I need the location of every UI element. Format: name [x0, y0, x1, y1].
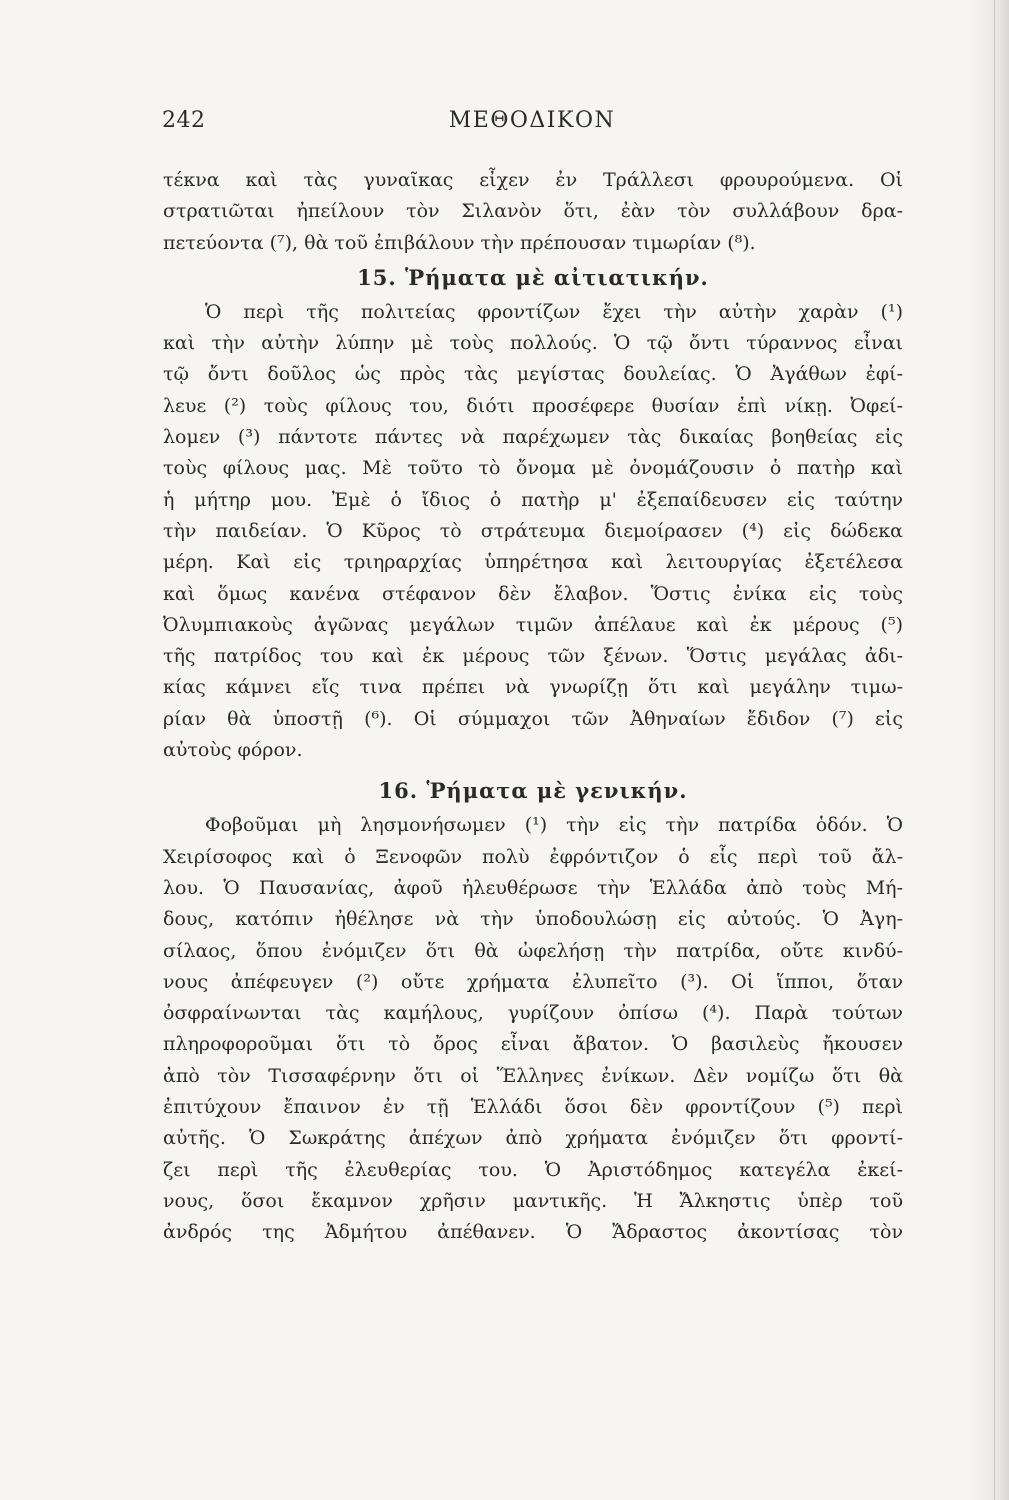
text-line: Ὁ περὶ τῆς πολιτείας φροντίζων ἔχει τὴν αὐτὴν χαρὰν (¹) [205, 300, 903, 323]
text-line: τέκνα καὶ τὰς γυναῖκας εἶχεν ἐν Τράλλεσι φρουρούμενα. Οἱ [163, 169, 903, 191]
text-line: Φοβοῦμαι μὴ λησμονήσωμεν (¹) τὴν εἰς τὴν πατρίδα ὁδόν. Ὁ [205, 814, 903, 837]
text-line: νους ἀπέφευγεν (²) οὔτε χρήματα ἐλυπεῖτο (³). Οἱ ἵπποι, ὅταν [163, 970, 903, 993]
text-line: ἐπιτύχουν ἔπαινον ἐν τῇ Ἑλλάδι ὅσοι δὲν φροντίζουν (⁵) περὶ [163, 1096, 903, 1119]
page-body [163, 165, 903, 1249]
text-line: αὐτοὺς φόρον. [163, 739, 303, 762]
running-title: ΜΕΘΟΔΙΚΟΝ [448, 108, 616, 133]
page-edge-line [994, 0, 995, 1500]
text-line: σίλαος, ὅπου ἐνόμιζεν ὅτι θὰ ὠφελήσῃ τὴν πατρίδα, οὔτε κινδύ- [163, 939, 903, 962]
text-line: στρατιῶται ἠπείλουν τὸν Σιλανὸν ὅτι, ἐὰν τὸν συλλάβουν δρα- [163, 200, 903, 223]
text-line: λομεν (³) πάντοτε πάντες νὰ παρέχωμεν τὰς δικαίας βοηθείας εἰς [163, 426, 903, 449]
text-line: πληροφοροῦμαι ὅτι τὸ ὄρος εἶναι ἄβατον. Ὁ βασιλεὺς ἤκουσεν [163, 1033, 903, 1056]
text-line: ὀσφραίνωνται τὰς καμήλους, γυρίζουν ὀπίσω (⁴). Παρὰ τούτων [163, 1002, 903, 1025]
text-line: τῆς πατρίδος του καὶ ἐκ μέρους τῶν ξένων. Ὅστις μεγάλας ἀδι- [163, 645, 903, 668]
page-number: 242 [162, 108, 206, 133]
text-line: ἀνδρός της Ἀδμήτου ἀπέθανεν. Ὁ Ἄδραστος ἀκοντίσας τὸν [163, 1221, 903, 1244]
section-heading-15: 15. Ῥήματα μὲ αἰτιατικήν. [357, 264, 709, 290]
text-line: Χειρίσοφος καὶ ὁ Ξενοφῶν πολὺ ἐφρόντιζον ὁ εἷς περὶ τοῦ ἄλ- [163, 845, 903, 868]
text-line: κίας κάμνει εἴς τινα πρέπει νὰ γνωρίζῃ ὅτι καὶ μεγάλην τιμω- [163, 676, 903, 699]
text-line: τὴν παιδείαν. Ὁ Κῦρος τὸ στράτευμα διεμοίρασεν (⁴) εἰς δώδεκα [163, 519, 903, 542]
text-line: καὶ τὴν αὐτὴν λύπην μὲ τοὺς πολλούς. Ὁ τῷ ὄντι τύραννος εἶναι [163, 332, 903, 355]
text-line: ἡ μήτηρ μου. Ἐμὲ ὁ ἴδιος ὁ πατὴρ μ' ἐξεπαίδευσεν εἰς ταύτην [163, 488, 903, 511]
text-line: ἀπὸ τὸν Τισσαφέρνην ὅτι οἱ Ἕλληνες ἐνίκων. Δὲν νομίζω ὅτι θὰ [163, 1064, 903, 1087]
page-edge-shadow [969, 0, 1009, 1500]
text-line: Ὀλυμπιακοὺς ἀγῶνας μεγάλων τιμῶν ἀπέλαυε καὶ ἐκ μέρους (⁵) [163, 613, 903, 636]
text-line: ζει περὶ τῆς ἐλευθερίας του. Ὁ Ἀριστόδημος κατεγέλα ἐκεί- [163, 1158, 903, 1181]
section-heading-16: 16. Ῥήματα μὲ γενικήν. [378, 778, 688, 804]
text-line: καὶ ὅμως κανένα στέφανον δὲν ἔλαβον. Ὅστις ἐνίκα εἰς τοὺς [163, 582, 903, 605]
text-line: δους, κατόπιν ἠθέλησε νὰ τὴν ὑποδουλώσῃ εἰς αὐτούς. Ὁ Ἀγη- [163, 908, 903, 931]
text-line: ρίαν θὰ ὑποστῇ (⁶). Οἱ σύμμαχοι τῶν Ἀθηναίων ἔδιδον (⁷) εἰς [163, 707, 903, 730]
text-line: τοὺς φίλους μας. Μὲ τοῦτο τὸ ὄνομα μὲ ὀνομάζουσιν ὁ πατὴρ καὶ [163, 457, 903, 480]
text-line: νους, ὅσοι ἔκαμνον χρῆσιν μαντικῆς. Ἡ Ἄλκηστις ὑπὲρ τοῦ [163, 1189, 903, 1212]
text-line: πετεύοντα (⁷), θὰ τοῦ ἐπιβάλουν τὴν πρέπουσαν τιμωρίαν (⁸). [163, 231, 756, 254]
text-line: αὐτῆς. Ὁ Σωκράτης ἀπέχων ἀπὸ χρήματα ἐνόμιζεν ὅτι φροντί- [163, 1127, 903, 1150]
text-line: μέρη. Καὶ εἰς τριηραρχίας ὑπηρέτησα καὶ λειτουργίας ἐξετέλεσα [163, 551, 903, 574]
text-line: λου. Ὁ Παυσανίας, ἀφοῦ ἠλευθέρωσε τὴν Ἑλλάδα ἀπὸ τοὺς Μή- [163, 876, 903, 899]
text-line: λευε (²) τοὺς φίλους του, διότι προσέφερε θυσίαν ἐπὶ νίκῃ. Ὀφεί- [163, 394, 903, 417]
page-header [162, 108, 902, 138]
text-line: τῷ ὄντι δοῦλος ὡς πρὸς τὰς μεγίστας δουλείας. Ὁ Ἀγάθων ἐφί- [163, 363, 903, 386]
